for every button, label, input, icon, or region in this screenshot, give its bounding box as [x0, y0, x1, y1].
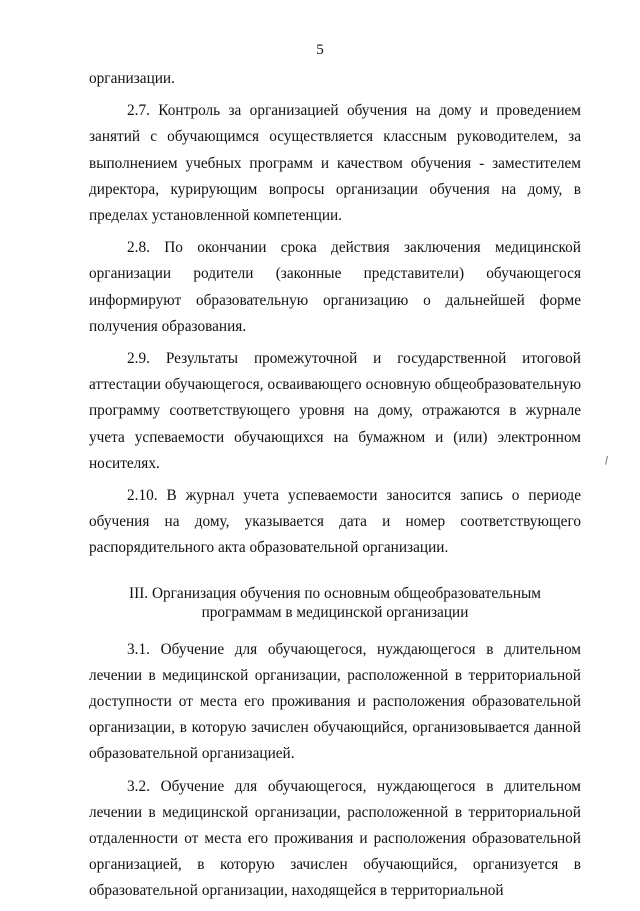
paragraph-3-2: 3.2. Обучение для обучающегося, нуждающегося в длительном лечении в медицинской организации, расположенной в территориальной отдаленности от места его проживания и расположения образовательной организацией, в которую зачислен обучающийся, организуется в образовательной организации, находящейся в территориальной [89, 777, 581, 900]
margin-pen-mark [605, 456, 610, 465]
paragraph-2-10: 2.10. В журнал учета успеваемости заносится запись о периоде обучения на дому, указывается дата и номер соответствующего распорядительного акта образовательной организации. [89, 487, 581, 557]
paragraph-2-8: 2.8. По окончании срока действия заключения медицинской организации родители (законные представители) обучающегося информируют образовательную организацию о дальнейшей форме получения образования. [89, 239, 581, 335]
paragraph-2-9: 2.9. Результаты промежуточной и государственной итоговой аттестации обучающегося, осваивающего основную общеобразовательную программу соответствующего уровня на дому, отражаются в журнале учета успеваемости обучающихся на бумажном и (или) электронном носителях. [89, 350, 581, 472]
document-body [89, 66, 581, 911]
paragraph-2-7: 2.7. Контроль за организацией обучения на дому и проведением занятий с обучающимся осуществляется классным руководителем, за выполнением учебных программ и качеством обучения - заместителем директора, курирующим вопросы организации обучения на дому, в пределах установленной компетенции. [89, 102, 581, 225]
page-number: 5 [316, 42, 324, 58]
paragraph-3-1: 3.1. Обучение для обучающегося, нуждающегося в длительном лечении в медицинской организации, расположенной в территориальной доступности от места его проживания и расположения образовательной организации, в которую зачислен обучающийся, организовывается данной образовательной организацией. [89, 640, 581, 763]
section-heading: III. Организация обучения по основным общеобразовательным программам в медицинской организации [129, 584, 541, 622]
paragraph-continuation: организации. [89, 70, 175, 87]
